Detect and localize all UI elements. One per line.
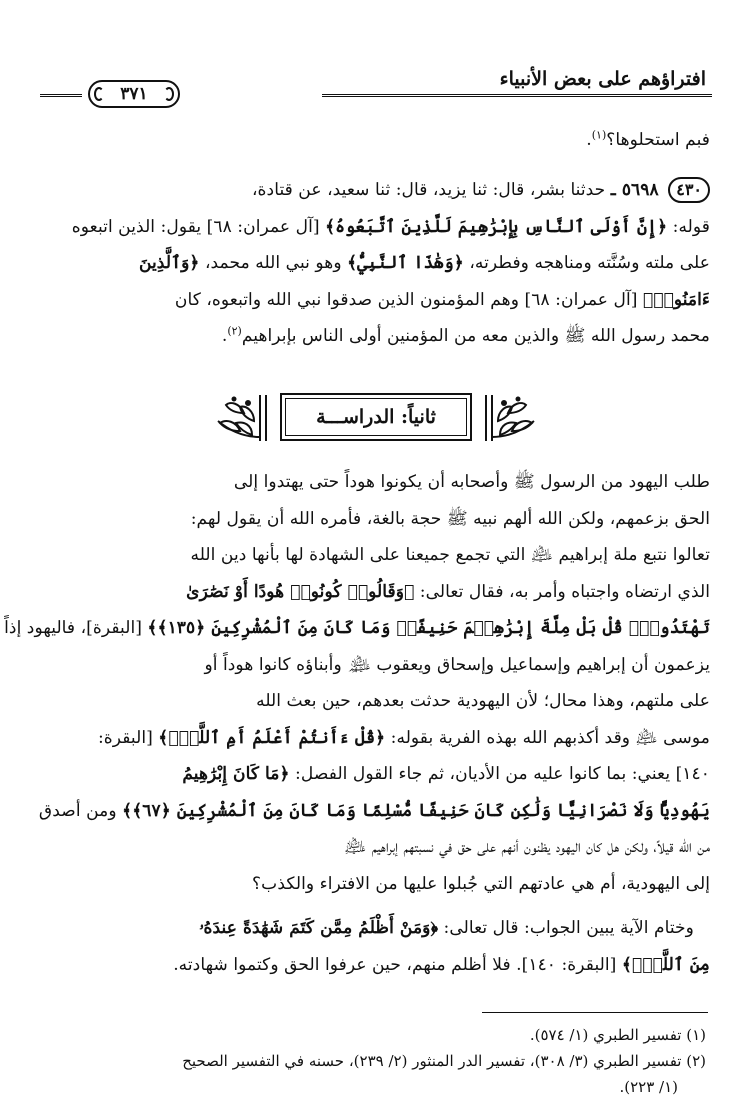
book-page	[4, 60, 712, 1096]
quran-verse: ﴿وَمَنْ أَظْلَمُ مِمَّن كَتَمَ شَهَٰدَةً عِندَهُۥ	[199, 918, 439, 938]
footnote-ref-2: (٢)	[227, 324, 242, 338]
study-paragraph-1	[4, 464, 710, 902]
footnotes	[40, 1022, 706, 1100]
page-number: ٣٧١	[120, 84, 148, 104]
study-line-7: على ملتهم، وهذا محال؛ لأن اليهودية حدثت بعدهم، حين بعث الله	[256, 691, 710, 711]
quran-verse: ﴿إِنَّ أَوْلَى ٱلنَّاسِ بِإِبْرَٰهِيمَ لَلَّذِينَ ٱتَّبَعُوهُ﴾	[325, 216, 668, 237]
header-rule-right	[322, 94, 712, 97]
quran-verse: يَهُودِيًّا وَلَا نَصْرَانِيًّا وَلَٰكِن كَانَ حَنِيفًا مُّسْلِمًا وَمَا كَانَ مِنَ ٱلْمُشْرِكِينَ ﴿٦٧﴾﴾	[122, 800, 710, 821]
quran-verse: ﴿وَٱلَّذِينَ	[138, 253, 200, 273]
hadith-line-2: قوله: ﴿إِنَّ أَوْلَى ٱلنَّاسِ بِإِبْرَٰهِيمَ لَلَّذِينَ ٱتَّبَعُوهُ﴾ [آل عمران: ٦٨] يقول: الذين اتبعوه	[71, 216, 710, 237]
quran-verse: ﴿وَقَالُوا۟ كُونُوا۟ هُودًا أَوْ نَصَٰرَىٰ	[186, 581, 415, 602]
hadith-number: ٥٦٩٨ ـ	[610, 180, 659, 200]
header-rule-left	[40, 94, 82, 97]
hadith-line-3: على ملته وسُنَّته ومناهجه وفطرته، ﴿وَهَٰذَا ٱلنَّبِيُّ﴾ وهو نبي الله محمد، ﴿وَٱلَّذِينَ	[138, 253, 710, 273]
footnote-2: (٢) تفسير الطبري (٣/ ٣٠٨)، تفسير الدر المنثور (٢/ ٢٣٩)، حسنه في التفسير الصحيح	[182, 1052, 706, 1070]
hadith-badge: ٤٣٠	[668, 177, 710, 203]
running-header	[40, 66, 712, 106]
study-line-9: ١٤٠] يعني: بما كانوا عليه من الأديان، ثم جاء القول الفصل: ﴿مَا كَانَ إِبْرَٰهِيمُ	[182, 764, 710, 784]
page-number-badge	[88, 80, 180, 108]
chapter-title: افتراؤهم على بعض الأنبياء	[499, 68, 706, 90]
floral-ornament-icon	[212, 391, 274, 445]
footnote-2-continued: (١/ ٢٢٣).	[619, 1078, 678, 1096]
study-line-11: من الله قيلاً، ولكن هل كان اليهود يظنون أنهم على حق في نسبتهم إبراهيم ﵇	[344, 837, 710, 857]
study-line-4: الذي ارتضاه واجتباه وأمر به، فقال تعالى: ﴿وَقَالُوا۟ كُونُوا۟ هُودًا أَوْ نَصَٰرَىٰ	[186, 581, 710, 602]
section-heading	[208, 387, 544, 451]
study-line-2: الحق بزعمهم، ولكن الله ألهم نبيه ﷺ حجة بالغة، فأمره الله أن يقول لهم:	[190, 508, 710, 529]
study-line-3: تعالوا نتبع ملة إبراهيم ﵇ التي تجمع جميعنا على الشهادة لها بأنها دين الله	[190, 545, 710, 565]
study-p2-line-1: وختام الآية يبين الجواب: قال تعالى: ﴿وَمَنْ أَظْلَمُ مِمَّن كَتَمَ شَهَٰدَةً عِندَهُۥ	[199, 918, 694, 938]
quran-verse: ﴿مَا كَانَ إِبْرَٰهِيمُ	[182, 764, 290, 784]
hadith-line-5: محمد رسول الله ﷺ والذين معه من المؤمنين أولى الناس بإبراهيم$^{(٢)}$.	[221, 324, 710, 346]
hadith-paragraph	[42, 172, 710, 355]
footnote-ref-1: (١)	[591, 128, 607, 142]
study-line-6: يزعمون أن إبراهيم وإسماعيل وإسحاق ويعقوب ﵈ وأبناؤه كانوا هوداً أو	[204, 654, 710, 675]
hadith-line-1: ٤٣٠ ٥٦٩٨ ـ حدثنا بشر، قال: ثنا يزيد، قال: ثنا سعيد، عن قتادة،	[42, 172, 710, 209]
study-line-1: طلب اليهود من الرسول ﷺ وأصحابه أن يكونوا هوداً حتى يهتدوا إلى	[233, 472, 710, 492]
study-paragraph-2	[42, 910, 710, 983]
study-line-5: تَهْتَدُوا۟ۗ قُلْ بَلْ مِلَّةَ إِبْرَٰهِـۧمَ حَنِيفًاۖ وَمَا كَانَ مِنَ ٱلْمُشْرِكِينَ ﴿١٣٥﴾﴾ [البقرة]، فاليهود إذاً	[4, 618, 710, 638]
study-line-8: موسى ﵇ وقد أكذبهم الله بهذه الفرية بقوله: ﴿قُلْ ءَأَنتُمْ أَعْلَمُ أَمِ ٱللَّهُۗ﴾ [البقرة:	[97, 727, 710, 748]
section-title: ثانياً: الدراســـة	[316, 406, 436, 428]
quran-verse: ءَامَنُوا۟﴾	[642, 289, 710, 310]
footnote-separator	[482, 1012, 708, 1013]
section-title-frame	[280, 393, 472, 441]
study-line-10: يَهُودِيًّا وَلَا نَصْرَانِيًّا وَلَٰكِن كَانَ حَنِيفًا مُّسْلِمًا وَمَا كَانَ مِنَ ٱلْمُشْرِكِينَ ﴿٦٧﴾﴾ ومن أصدق	[38, 800, 710, 821]
floral-ornament-icon	[478, 391, 540, 445]
study-line-12: إلى اليهودية، أم هي عادتهم التي جُبلوا عليها من الافتراء والكذب؟	[252, 873, 710, 894]
hadith-line-4: ءَامَنُوا۟﴾ [آل عمران: ٦٨] وهم المؤمنون الذين صدقوا نبي الله واتبعوه، كان	[174, 289, 710, 310]
quran-verse: ﴿وَهَٰذَا ٱلنَّبِيُّ﴾	[347, 253, 464, 273]
footnote-1: (١) تفسير الطبري (١/ ٥٧٤).	[529, 1026, 706, 1044]
quran-verse: مِنَ ٱللَّهِۗ﴾	[621, 954, 710, 975]
intro-line: فبم استحلوها؟$^{(١)}$.	[586, 128, 710, 150]
quran-verse: ﴿قُلْ ءَأَنتُمْ أَعْلَمُ أَمِ ٱللَّهُۗ﴾	[158, 727, 386, 748]
study-p2-line-2: مِنَ ٱللَّهِۗ﴾ [البقرة: ١٤٠]. فلا أظلم منهم، حين عرفوا الحق وكتموا شهادته.	[173, 954, 710, 975]
quran-verse: تَهْتَدُوا۟ۗ قُلْ بَلْ مِلَّةَ إِبْرَٰهِـۧمَ حَنِيفًاۖ وَمَا كَانَ مِنَ ٱلْمُشْرِكِينَ ﴿١٣٥﴾﴾	[147, 618, 710, 638]
intro-paragraph	[42, 122, 710, 159]
